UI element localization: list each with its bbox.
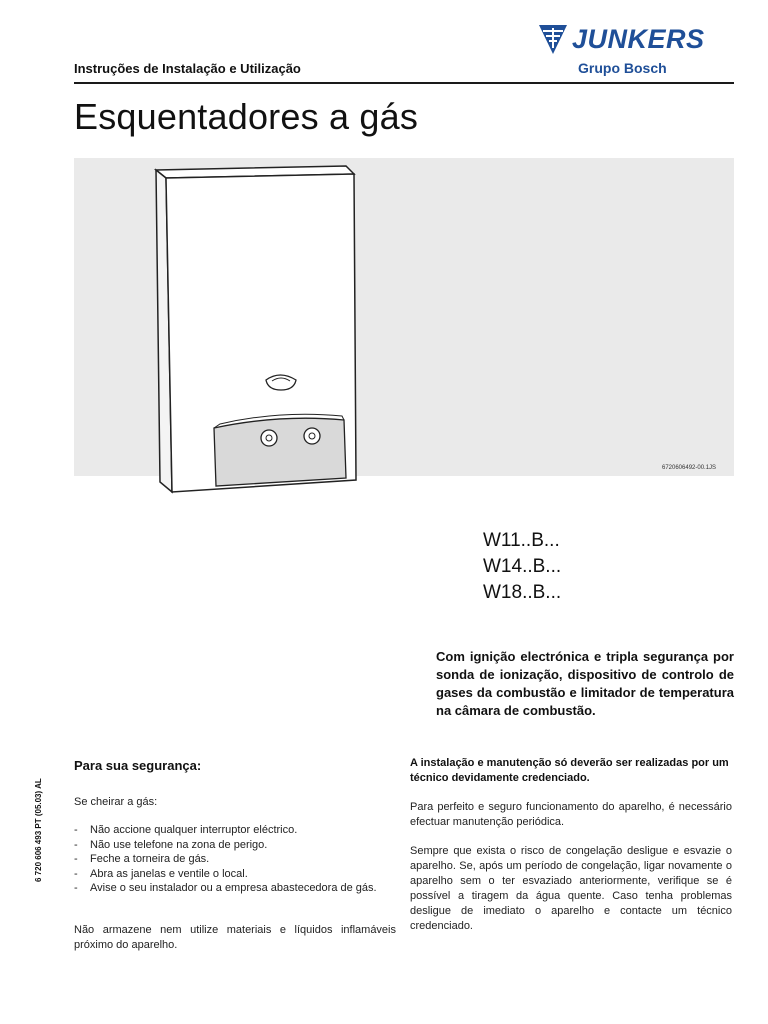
list-item: - Não use telefone na zona de perigo. [74,838,394,853]
list-item: - Não accione qualquer interruptor eléctrico. [74,823,394,838]
brand-name: JUNKERS [572,24,705,54]
model-item: W11..B... [483,530,560,551]
installation-notice: A instalação e manutenção só deverão ser realizadas por um técnico devidamente credenciado. [410,757,729,784]
feature-description: Com ignição electrónica e tripla segurança por sonda de ionização, dispositivo de controlo de gases da combustão e limitador de temperatura na câmara de combustão. [436,649,734,718]
junkers-emblem-icon [538,22,568,56]
water-heater-illustration-icon [150,162,362,498]
model-item: W18..B... [483,582,562,603]
header-divider [74,82,734,84]
storage-warning: Não armazene nem utilize materiais e líquidos inflamáveis próximo do aparelho. [74,924,396,951]
brand-group: Grupo Bosch [578,60,667,76]
junkers-logo [538,22,734,58]
figure-code: 6720606492-00.1JS [662,465,717,471]
model-item: W14..B... [483,556,562,577]
safety-heading: Para sua segurança: [74,758,202,773]
model-list [483,528,561,606]
list-item: - Feche a torneira de gás. [74,852,394,867]
list-item: - Abra as janelas e ventile o local. [74,867,394,882]
maintenance-paragraph: Para perfeito e seguro funcionamento do aparelho, é necessário efectuar manutenção periódica. [410,801,732,828]
page-title: Esquentadores a gás [74,96,419,137]
safety-list [74,823,394,896]
document-subtitle: Instruções de Instalação e Utilização [74,61,301,76]
gas-smell-intro: Se cheirar a gás: [74,796,158,808]
list-item: - Avise o seu instalador ou a empresa abastecedora de gás. [74,881,394,896]
freeze-paragraph: Sempre que exista o risco de congelação desligue e esvazie o aparelho. Se, após um período de congelação, ligar novamente o aparelho sem o ter esvaziado anteriormente, verifique se é possível a tiragem da água quente. Caso tenha problemas desligue de imediato o aparelho e contacte um técnico credenciado. [410,845,732,932]
document-side-code: 6 720 606 493 PT (05.03) AL [34,778,43,882]
